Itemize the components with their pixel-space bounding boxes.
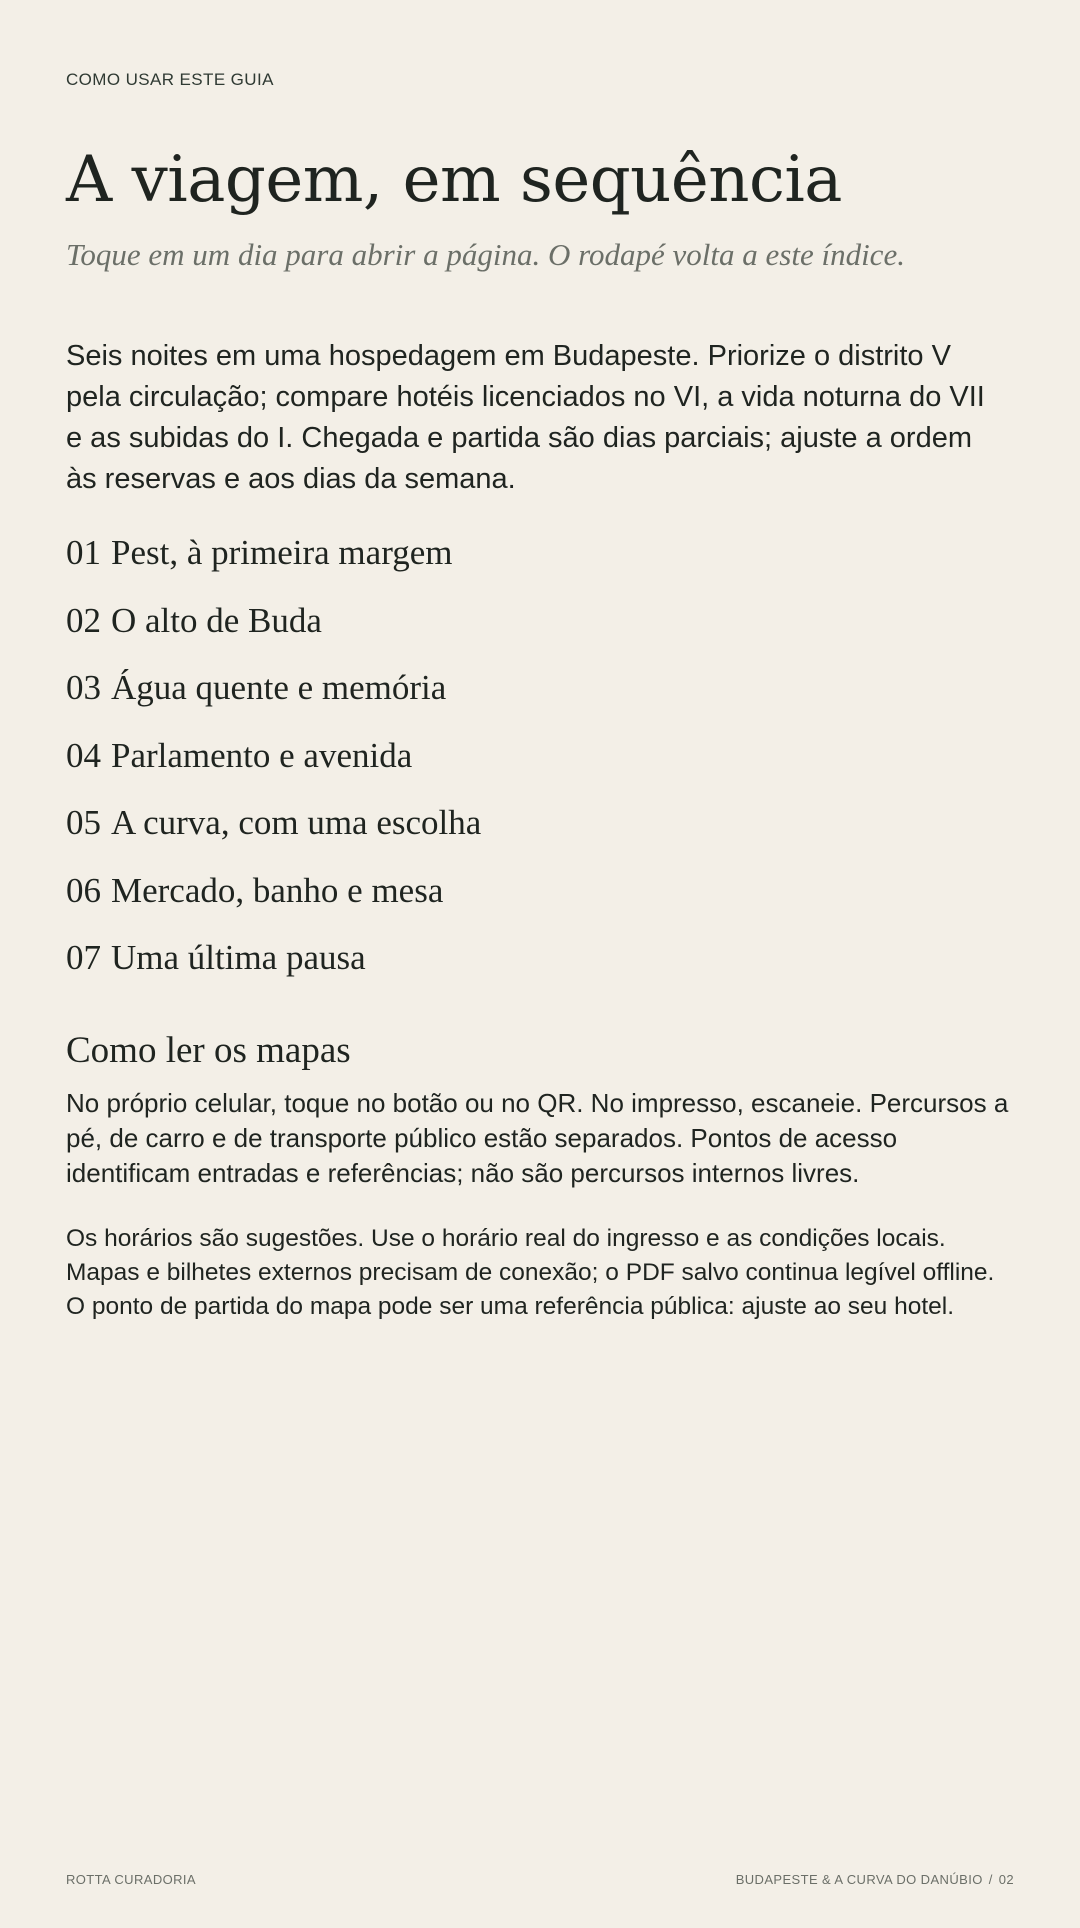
day-title: Água quente e memória bbox=[111, 668, 447, 707]
day-link-03[interactable] bbox=[66, 665, 481, 733]
maps-paragraph-usage: No próprio celular, toque no botão ou no QR. No impresso, escaneie. Percursos a pé, de carro e de transporte público estão separados. Pontos de acesso identificam entradas e referências; não são percursos internos livres. bbox=[66, 1088, 1009, 1188]
day-title: Parlamento e avenida bbox=[111, 735, 413, 775]
footer-guide-title: BUDAPESTE & A CURVA DO DANÚBIO bbox=[735, 1872, 983, 1887]
page-subtitle: Toque em um dia para abrir a página. O rodapé volta a este índice. bbox=[66, 237, 905, 272]
day-title: Mercado, banho e mesa bbox=[111, 870, 444, 910]
maps-heading: Como ler os mapas bbox=[66, 1030, 351, 1071]
day-link-02[interactable] bbox=[66, 598, 481, 666]
day-title: O alto de Buda bbox=[111, 600, 322, 640]
day-number: 07 bbox=[66, 938, 101, 977]
day-title: A curva, com uma escolha bbox=[111, 803, 482, 842]
day-number: 05 bbox=[66, 803, 101, 842]
day-number: 04 bbox=[66, 735, 101, 775]
footer-separator: / bbox=[988, 1872, 993, 1887]
intro-paragraph: Seis noites em uma hospedagem em Budapeste. Priorize o distrito V pela circulação; compare hotéis licenciados no VI, a vida noturna do VII e as subidas do I. Chegada e partida são dias parciais; ajuste a ordem às reservas e aos dias da semana. bbox=[66, 340, 985, 495]
day-link-07[interactable] bbox=[66, 935, 481, 1003]
day-title: Pest, à primeira margem bbox=[111, 533, 453, 572]
day-number: 06 bbox=[66, 870, 101, 910]
day-number: 02 bbox=[66, 600, 101, 640]
footer-page-info[interactable] bbox=[736, 1872, 1014, 1887]
day-link-05[interactable] bbox=[66, 800, 481, 868]
footer-page-number: 02 bbox=[998, 1872, 1014, 1887]
day-link-06[interactable] bbox=[66, 868, 481, 936]
maps-paragraph-notes: Os horários são sugestões. Use o horário real do ingresso e as condições locais. Mapas e bilhetes externos precisam de conexão; o PDF salvo continua legível offline. O ponto de partida do mapa pode ser uma referência pública: ajuste ao seu hotel. bbox=[66, 1225, 995, 1320]
day-title: Uma última pausa bbox=[111, 938, 366, 977]
page-title: A viagem, em sequência bbox=[66, 143, 842, 217]
section-eyebrow: COMO USAR ESTE GUIA bbox=[66, 70, 274, 89]
day-link-04[interactable] bbox=[66, 733, 481, 801]
day-index-list bbox=[66, 530, 481, 1003]
day-number: 03 bbox=[66, 668, 101, 707]
day-number: 01 bbox=[66, 533, 101, 572]
footer-brand: ROTTA CURADORIA bbox=[66, 1872, 196, 1887]
day-link-01[interactable] bbox=[66, 530, 481, 598]
